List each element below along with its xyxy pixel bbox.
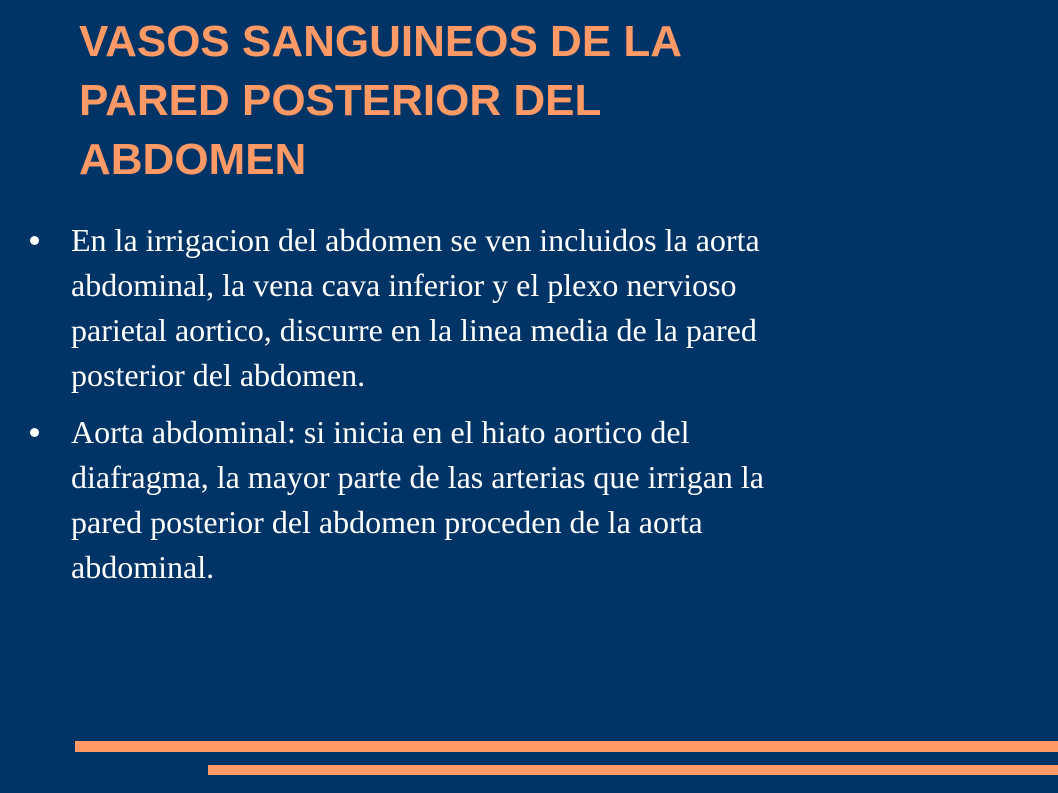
decorative-bar-lower — [208, 765, 1058, 775]
bullet-line: pared posterior del abdomen proceden de la aorta — [71, 504, 703, 540]
decorative-bar-upper — [75, 741, 1058, 752]
bullet-text — [71, 218, 1020, 398]
bullet-line: abdominal, la vena cava inferior y el plexo nervioso — [71, 267, 737, 303]
bullet-line: diafragma, la mayor parte de las arterias que irrigan la — [71, 459, 764, 495]
slide-title — [79, 12, 979, 189]
slide-title-line: PARED POSTERIOR DEL — [79, 76, 602, 125]
bullet-dot-icon — [30, 236, 39, 245]
bullet-line: En la irrigacion del abdomen se ven incluidos la aorta — [71, 222, 760, 258]
bullet-dot-icon — [30, 428, 39, 437]
bullet-text — [71, 410, 1020, 590]
bullet-line: posterior del abdomen. — [71, 357, 366, 393]
bullet-list — [30, 218, 1020, 602]
bullet-item — [30, 218, 1020, 398]
bullet-item — [30, 410, 1020, 590]
bullet-line: abdominal. — [71, 549, 215, 585]
slide-title-line: VASOS SANGUINEOS DE LA — [79, 17, 683, 66]
bullet-line: parietal aortico, discurre en la linea media de la pared — [71, 312, 757, 348]
bullet-line: Aorta abdominal: si inicia en el hiato aortico del — [71, 414, 690, 450]
slide-title-line: ABDOMEN — [79, 135, 307, 184]
